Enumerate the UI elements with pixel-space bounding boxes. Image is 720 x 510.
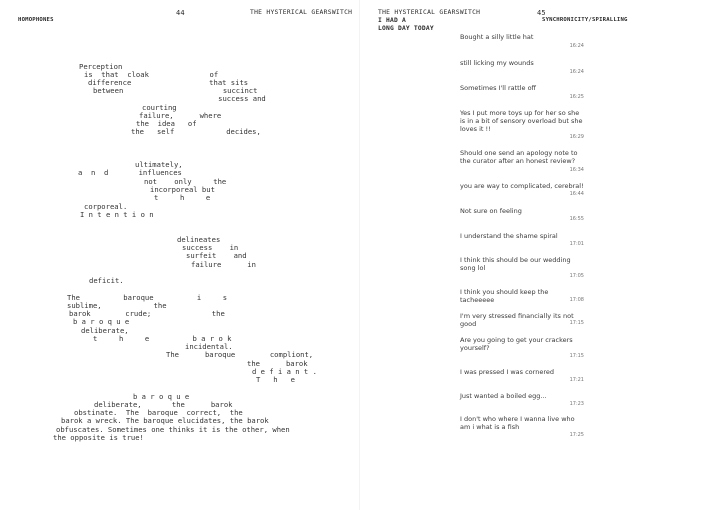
poem-line: surfeit and [186, 251, 247, 260]
poem-line: barok a wreck. The baroque elucidates, the barok [61, 416, 269, 425]
poem-line: success in [182, 243, 239, 252]
poem-line: The baroque i s [67, 293, 228, 302]
message-time: 17:23 [569, 401, 584, 407]
message-text: Yes I put more toys up for her so she is in a bit of sensory overload but she loves it !! [460, 109, 583, 134]
poem-line: failure, where [139, 111, 222, 120]
running-title-left: THE HYSTERICAL GEARSWITCH [250, 9, 353, 16]
poem-line: the self decides, [131, 127, 261, 136]
chat-message [460, 33, 584, 49]
message-text: Sometimes I'll rattle off [460, 84, 537, 92]
poem-line: deliberate, [81, 326, 129, 335]
chat-message [460, 59, 584, 75]
message-text: Bought a silly little hat [460, 33, 534, 41]
message-text: I'm very stressed financially its not good [460, 312, 574, 329]
message-time: 16:24 [569, 69, 584, 75]
message-time: 17:15 [569, 320, 584, 326]
message-time: 16:44 [569, 191, 584, 197]
chat-message [460, 256, 584, 279]
poem-line: incidental. [185, 342, 233, 351]
poem-line: is that cloak of [84, 70, 219, 79]
chat-message [460, 207, 584, 222]
poem-line: b a r o q u e [133, 392, 190, 401]
message-text: I think you should keep the tacheeeee [460, 288, 549, 305]
poem-line: incorporeal but [150, 185, 215, 194]
poem-line: obstinate. The baroque correct, the [74, 408, 243, 417]
poem-line: ultimately, [135, 160, 183, 169]
message-time: 16:24 [569, 43, 584, 49]
message-text: I understand the shame spiral [460, 232, 558, 240]
chat-message [460, 149, 584, 173]
poem-line: a n d influences [78, 168, 182, 177]
chat-message [460, 84, 584, 100]
poem-line: delineates [177, 235, 221, 244]
message-time: 16:34 [569, 167, 584, 173]
chat-title-line: LONG DAY TODAY [378, 24, 434, 32]
message-time: 16:25 [569, 94, 584, 100]
section-title: HOMOPHONES [18, 17, 54, 23]
chat-message [460, 336, 584, 359]
section-title: SYNCHRONICITY/SPIRALLING [542, 17, 628, 23]
poem-line: between succinct [93, 86, 258, 95]
page-number-left: 44 [176, 9, 185, 17]
poem-line: failure in [191, 260, 256, 269]
message-time: 17:21 [569, 377, 584, 383]
message-text: still licking my wounds [460, 59, 534, 67]
message-time: 17:15 [569, 353, 584, 359]
message-text: I was pressed I was cornered [460, 368, 554, 376]
poem-line: t h e b a r o k [93, 334, 232, 343]
message-text: I think this should be our wedding song lol [460, 256, 571, 273]
running-title-right: THE HYSTERICAL GEARSWITCH [378, 9, 481, 16]
poem-line: T h e [256, 375, 295, 384]
chat-message [460, 312, 584, 328]
message-time: 17:08 [569, 297, 584, 303]
poem-line: sublime, the [67, 301, 167, 310]
chat-message [460, 368, 584, 383]
poem-line: the opposite is true! [53, 433, 144, 442]
poem-line: the barok [247, 359, 308, 368]
poem-line: barok crude; the [69, 309, 225, 318]
right-page [360, 0, 720, 510]
chat-message [460, 288, 584, 304]
poem-line: success and [84, 94, 266, 103]
chat-title-line: I HAD A [378, 17, 406, 24]
message-time: 17:05 [569, 273, 584, 279]
poem-line: corporeal. [84, 202, 128, 211]
poem-line: obfuscates. Sometimes one thinks it is the other, when [56, 425, 290, 434]
poem-line: deliberate, the barok [94, 400, 233, 409]
poem-line: b a r o q u e [73, 317, 130, 326]
chat-log [360, 0, 720, 510]
poem-line: the idea of [136, 119, 197, 128]
message-text: Just wanted a boiled egg... [460, 392, 547, 400]
poem-line: Perception [79, 62, 123, 71]
message-text: Should one send an apology note to the curator after an honest review? [460, 149, 578, 166]
chat-message [460, 392, 584, 407]
message-text: Not sure on feeling [460, 207, 522, 215]
message-time: 17:01 [569, 241, 584, 247]
message-text: I don't who where I wanna live who am i what is a fish [460, 415, 575, 432]
message-text: Are you going to get your crackers yourself? [460, 336, 573, 353]
chat-message [460, 109, 584, 140]
poem-line: courting [142, 103, 177, 112]
poem-line: d e f i a n t . [252, 367, 317, 376]
message-time: 17:25 [569, 432, 584, 438]
message-time: 16:29 [569, 134, 584, 140]
poem-line: difference that sits [88, 78, 249, 87]
message-text: you are way to complicated, cerebral! [460, 182, 584, 190]
poem-line: I n t e n t i o n [80, 210, 154, 219]
chat-message [460, 232, 584, 247]
poem-line: not only the [144, 177, 227, 186]
message-time: 16:55 [569, 216, 584, 222]
chat-message [460, 182, 584, 197]
poem-line: t h e [154, 193, 211, 202]
chat-message [460, 415, 584, 438]
page-number-right: 45 [537, 9, 546, 17]
poem-line: The baroque compliont, [166, 350, 314, 359]
poem-line: deficit. [89, 276, 124, 285]
